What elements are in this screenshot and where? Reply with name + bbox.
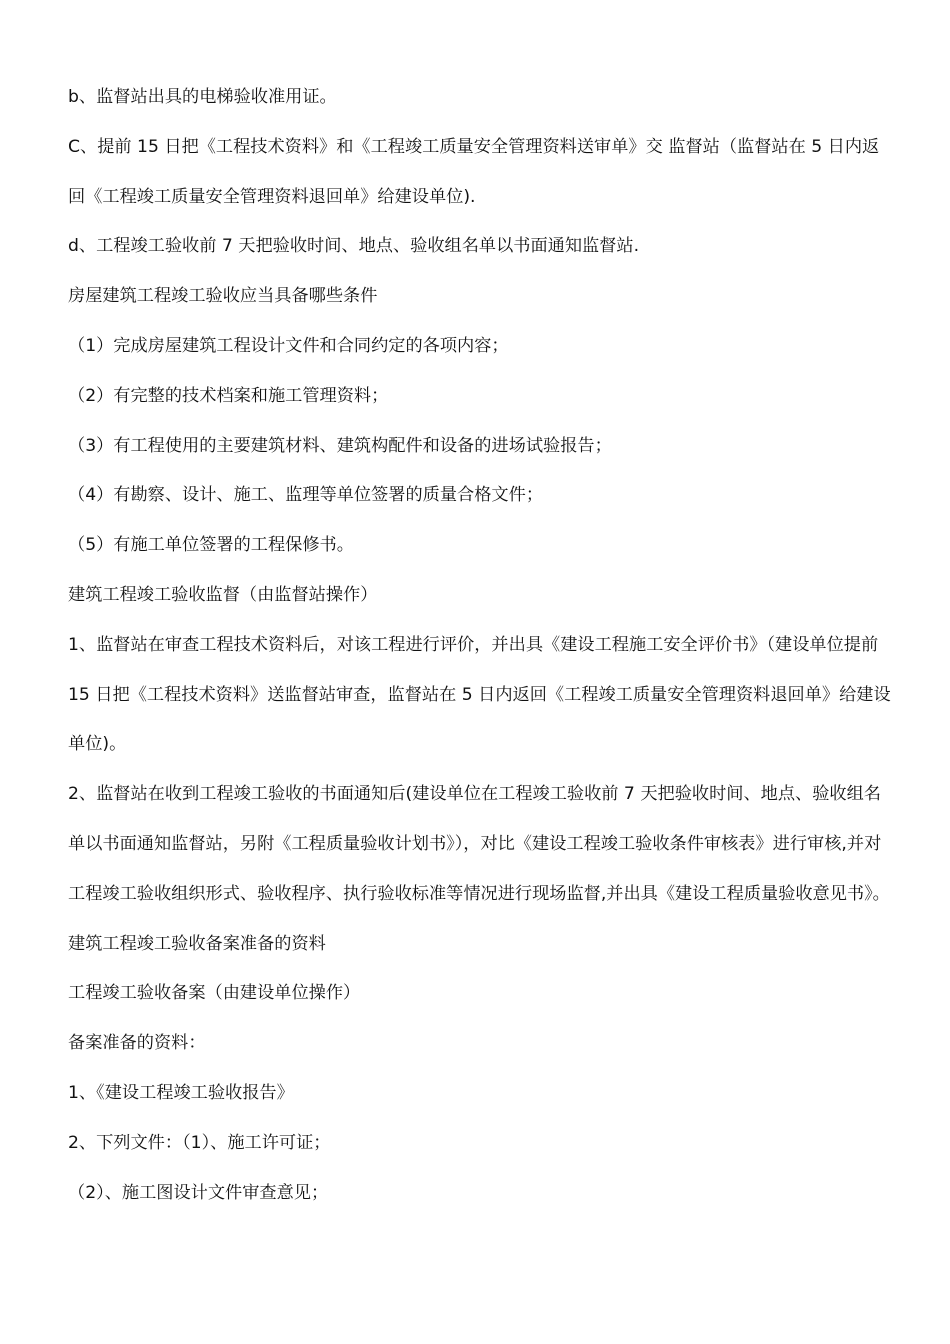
heading-acceptance-conditions: 房屋建筑工程竣工验收应当具备哪些条件 [68, 286, 378, 307]
filing-item-2: 2、下列文件：（1）、施工许可证； [68, 1132, 331, 1153]
paragraph-elevator-permit: b、监督站出具的电梯验收准用证。 [68, 87, 337, 107]
paragraph-notify-supervision: d、工程竣工验收前 7 天把验收时间、地点、验收组名单以书面通知监督站. [68, 236, 640, 257]
condition-item-3: （3）有工程使用的主要建筑材料、建筑构配件和设备的进场试验报告； [68, 435, 612, 456]
heading-acceptance-supervision: 建筑工程竣工验收监督（由监督站操作） [68, 584, 378, 605]
condition-item-2: （2）有完整的技术档案和施工管理资料； [68, 385, 389, 406]
condition-item-4: （4）有勘察、设计、施工、监理等单位签署的质量合格文件； [68, 485, 544, 506]
supervision-item-2: 2、监督站在收到工程竣工验收的书面通知后(建设单位在工程竣工验收前 7 天把验收时间、地点、验收组名单以书面通知监督站，另附《工程质量验收计划书》），对比《建设工程竣工验收条件审核表》进行审核,并对工程竣工验收组织形式、验收程序、执行验收标准等情况进行现场监督,并出具《建设工程质量验收意见书》。 [68, 784, 890, 904]
condition-item-5: （5）有施工单位签署的工程保修书。 [68, 535, 354, 556]
heading-filing-by-owner: 工程竣工验收备案（由建设单位操作） [68, 983, 361, 1004]
heading-filing-materials: 建筑工程竣工验收备案准备的资料 [68, 933, 326, 954]
filing-item-2-sub-2: （2）、施工图设计文件审查意见； [68, 1182, 329, 1203]
filing-item-1: 1、《建设工程竣工验收报告》 [68, 1082, 294, 1103]
supervision-item-1: 1、监督站在审查工程技术资料后，对该工程进行评价，并出具《建设工程施工安全评价书》（建设单位提前 15 日把《工程技术资料》送监督站审查，监督站在 5 日内返回《工程竣工质量安全管理资料退回单》给建设单位)。 [68, 634, 891, 755]
condition-item-1: （1）完成房屋建筑工程设计文件和合同约定的各项内容； [68, 335, 509, 356]
paragraph-submit-technical-data: C、提前 15 日把《工程技术资料》和《工程竣工质量安全管理资料送审单》交 监督站（监督站在 5 日内返回《工程竣工质量安全管理资料退回单》给建设单位). [68, 136, 880, 207]
filing-materials-label: 备案准备的资料： [68, 1033, 206, 1054]
